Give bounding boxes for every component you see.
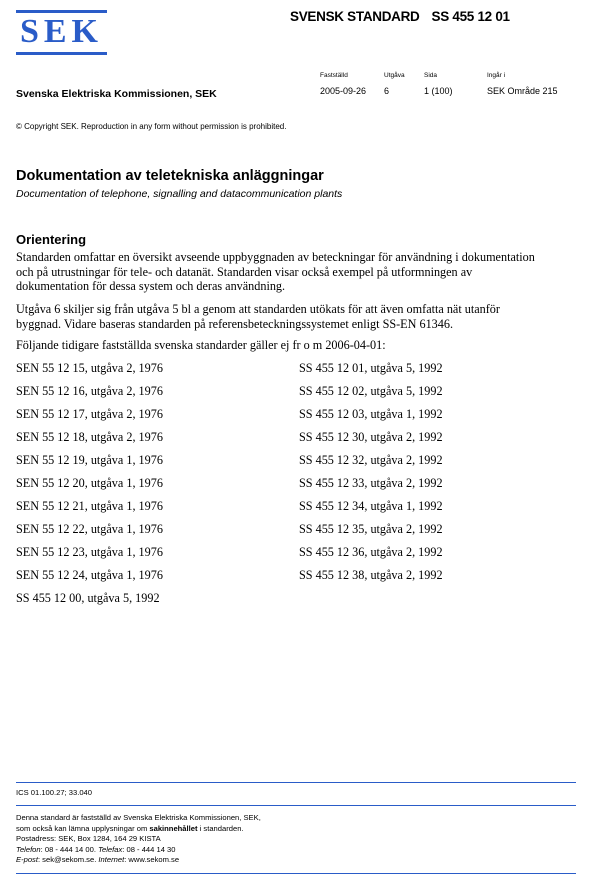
document-title: Dokumentation av teletekniska anläggningar [16,168,324,184]
footer-phone-fax [16,845,261,856]
reference-right-5: SS 455 12 32, utgåva 2, 1992 [299,453,443,467]
reference-left-8: SEN 55 12 22, utgåva 1, 1976 [16,522,163,536]
paragraph-1-line-1: Standarden omfattar en översikt avseende uppbyggnaden av beteckningar för användning i dokumentation [16,250,535,264]
email-value[interactable]: : sek@sekom.se. [37,855,99,864]
reference-right-2: SS 455 12 02, utgåva 5, 1992 [299,384,443,398]
reference-right-7: SS 455 12 34, utgåva 1, 1992 [299,499,443,513]
edition-label: Utgåva [384,72,405,79]
footer-line-2-bold: sakinnehållet [149,823,198,833]
standard-code: SS 455 12 01 [431,9,510,24]
reference-left-7: SEN 55 12 21, utgåva 1, 1976 [16,499,163,513]
email-label: E-post [16,855,38,864]
copyright-notice: © Copyright SEK. Reproduction in any form without permission is prohibited. [16,122,287,131]
established-label: Fastställd [320,72,348,79]
reference-left-11: SS 455 12 00, utgåva 5, 1992 [16,591,160,605]
reference-right-1: SS 455 12 01, utgåva 5, 1992 [299,361,443,375]
reference-left-6: SEN 55 12 20, utgåva 1, 1976 [16,476,163,490]
section-heading: Orientering [16,232,87,247]
reference-right-10: SS 455 12 38, utgåva 2, 1992 [299,568,443,582]
standard-title: SVENSK STANDARD [290,9,420,24]
fax-value: : 08 - 444 14 30 [122,844,176,854]
paragraph-1 [16,250,576,294]
reference-right-8: SS 455 12 35, utgåva 2, 1992 [299,522,443,536]
ics-code: ICS 01.100.27; 33.040 [16,788,92,797]
reference-right-4: SS 455 12 30, utgåva 2, 1992 [299,430,443,444]
reference-left-4: SEN 55 12 18, utgåva 2, 1976 [16,430,163,444]
internet-value[interactable]: : www.sekom.se [124,855,180,864]
footer-line-2-prefix: som också kan lämna upplysningar om [16,823,150,833]
paragraph-1-line-3: dokumentation för dessa system och deras användning. [16,279,286,294]
page-value: 1 (100) [424,86,453,96]
document-subtitle: Documentation of telephone, signalling and datacommunication plants [16,188,343,200]
reference-right-9: SS 455 12 36, utgåva 2, 1992 [299,545,443,559]
footer-line-2 [16,824,261,835]
reference-right-6: SS 455 12 33, utgåva 2, 1992 [299,476,443,490]
reference-left-1: SEN 55 12 15, utgåva 2, 1976 [16,361,163,375]
reference-right-3: SS 455 12 03, utgåva 1, 1992 [299,407,443,421]
paragraph-2 [16,302,576,331]
established-value: 2005-09-26 [320,86,367,96]
page-label: Sida [424,72,438,79]
included-label: Ingår i [487,72,506,79]
sek-logo: SEK [19,13,104,50]
footer-line-2-suffix: i standarden. [197,823,244,833]
paragraph-2-line-2: byggnad. Vidare baseras standarden på referensbeteckningssystemet enligt SS-EN 61346. [16,316,453,331]
internet-label: Internet [98,855,125,864]
footer-rule-middle [16,805,576,806]
paragraph-1-line-2: och på utrustningar för tele- och datanät. Standarden visar också exempel på utformningen av [16,264,473,279]
reference-left-10: SEN 55 12 24, utgåva 1, 1976 [16,568,163,582]
organization-name: Svenska Elektriska Kommissionen, SEK [16,88,217,100]
phone-value: : 08 - 444 14 00. [40,844,99,854]
paragraph-3: Följande tidigare fastställda svenska standarder gäller ej fr o m 2006-04-01: [16,338,386,352]
edition-value: 6 [384,86,390,96]
reference-left-5: SEN 55 12 19, utgåva 1, 1976 [16,453,163,467]
footer-rule-bottom [16,873,576,874]
included-value: SEK Område 215 [487,86,558,96]
paragraph-2-line-1: Utgåva 6 skiljer sig från utgåva 5 bl a genom att standarden utökats för att även omfatta nät utanför [16,302,500,316]
footer-address: Postadress: SEK, Box 1284, 164 29 KISTA [16,834,161,843]
footer-rule-top [16,782,576,783]
phone-label: Telefon [16,844,41,854]
footer-email-web [16,855,261,866]
logo-bottom-bar [16,52,107,55]
footer-info [16,813,261,866]
standard-heading [290,9,590,24]
footer-line-1: Denna standard är fastställd av Svenska Elektriska Kommissionen, SEK, [16,813,261,822]
fax-label: Telefax [98,844,123,854]
reference-left-9: SEN 55 12 23, utgåva 1, 1976 [16,545,163,559]
reference-left-2: SEN 55 12 16, utgåva 2, 1976 [16,384,163,398]
reference-left-3: SEN 55 12 17, utgåva 2, 1976 [16,407,163,421]
